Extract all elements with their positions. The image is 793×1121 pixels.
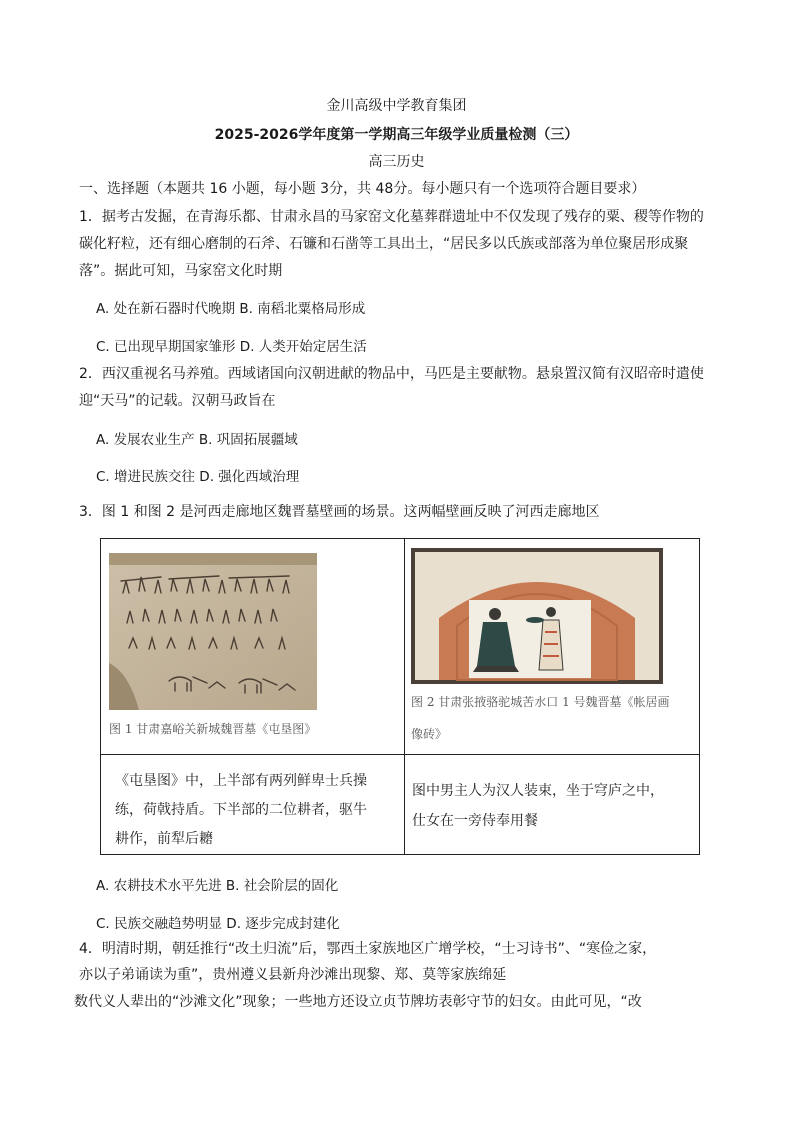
figure2-description-line2: 仕女在一旁侍奉用餐 [412,813,538,829]
figure1-caption: 图 1 甘肃嘉峪关新城魏晋墓《屯垦图》 [109,722,317,736]
figure1-description-line3: 耕作，前犁后耱 [115,831,213,847]
q1-stem-line2: 碳化籽粒，还有细心磨制的石斧、石镰和石凿等工具出土，“居民多以氏族或部落为单位聚居形成聚 [79,236,689,252]
figure2-caption-line2: 像砖》 [411,727,448,741]
q3-stem: 3．图 1 和图 2 是河西走廊地区魏晋墓壁画的场景。这两幅壁画反映了河西走廊地区 [79,504,600,520]
q3-options-cd: C. 民族交融趋势明显 D. 逐步完成封建化 [96,916,340,932]
figure1-tuntian-mural-image [109,553,317,710]
q2-options-ab: A. 发展农业生产 B. 巩固拓展疆域 [96,432,298,448]
q2-stem-line1: 2．西汉重视名马养殖。西域诸国向汉朝进献的物品中，马匹是主要献物。悬泉置汉简有汉昭帝时遣使 [79,366,704,382]
q2-stem-line2: 迎“天马”的记载。汉朝马政旨在 [79,393,276,409]
table-divider-horizontal [101,754,699,755]
school-name: 金川高级中学教育集团 [326,98,467,114]
exam-title: 2025-2026学年度第一学期高三年级学业质量检测（三） [214,127,579,143]
figure1-description-line1: 《屯垦图》中，上半部有两列鲜卑士兵操 [115,773,367,789]
q3-figure-table [100,538,700,855]
q4-stem-line3: 数代义人辈出的“沙滩文化”现象；一些地方还设立贞节牌坊表彰守节的妇女。由此可见，“改 [74,994,642,1010]
figure1-description-line2: 练，荷戟持盾。下半部的二位耕者，驱牛 [115,802,367,818]
q4-stem-line2: 亦以子弟诵读为重”，贵州遵义县新舟沙滩出现黎、郑、莫等家族绵延 [79,967,507,983]
q1-options-ab: A. 处在新石器时代晚期 B. 南稻北粟格局形成 [96,301,366,317]
q3-options-ab: A. 农耕技术水平先进 B. 社会阶层的固化 [96,878,339,894]
figure2-description-line1: 图中男主人为汉人装束，坐于穹庐之中， [412,783,664,799]
q4-stem-line1: 4．明清时期，朝廷推行“改土归流”后，鄂西土家族地区广增学校，“士习诗书”、“寒俭之家， [79,941,657,957]
figure2-caption-line1: 图 2 甘肃张掖骆驼城苦水口 1 号魏晋墓《帐居画 [411,695,670,709]
q1-options-cd: C. 已出现早期国家雏形 D. 人类开始定居生活 [96,339,367,355]
q1-stem-line3: 落”。据此可知，马家窑文化时期 [79,263,283,279]
subject-title: 高三历史 [368,154,425,170]
figure2-tent-portrait-brick-image [411,548,663,684]
section-heading: 一、选择题（本题共 16 小题，每小题 3分，共 48分。每小题只有一个选项符合题目要求） [79,181,646,197]
q1-stem-line1: 1．据考古发掘，在青海乐都、甘肃永昌的马家窑文化墓葬群遗址中不仅发现了残存的粟、稷等作物的 [79,209,704,225]
table-divider-vertical [404,539,405,854]
q2-options-cd: C. 增进民族交往 D. 强化西域治理 [96,469,300,485]
